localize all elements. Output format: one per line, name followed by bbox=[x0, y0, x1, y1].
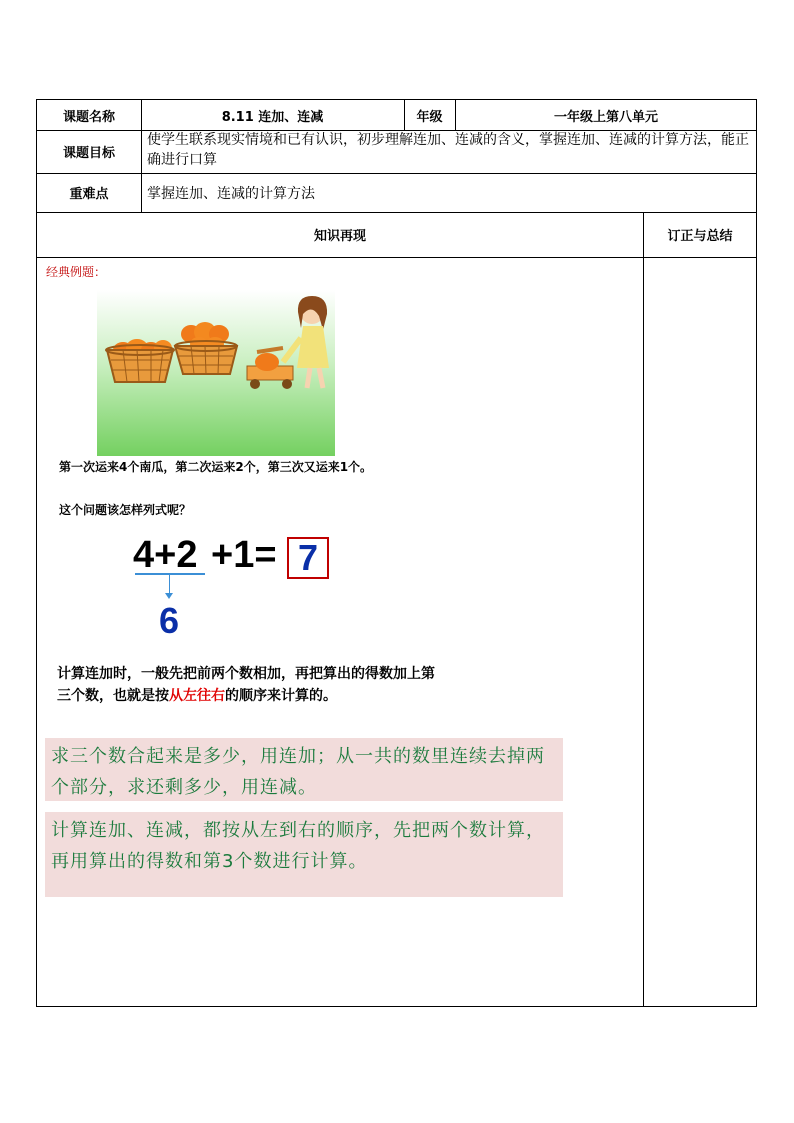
explanation-text bbox=[57, 663, 437, 707]
col-divider bbox=[643, 212, 644, 1007]
rule-box-2: 计算连加、连减，都按从左到右的顺序，先把两个数计算，再用算出的得数和第3个数进行计算。 bbox=[45, 812, 563, 897]
question-text: 这个问题该怎样列式呢？ bbox=[59, 503, 192, 517]
knowledge-header: 知识再现 bbox=[313, 229, 366, 244]
section-label: 经典例题： bbox=[46, 265, 107, 279]
correction-header: 订正与总结 bbox=[667, 229, 733, 244]
problem-text: 第一次运来4个南瓜，第二次运来2个，第三次又运来1个。 bbox=[59, 460, 373, 474]
row-divider bbox=[37, 257, 756, 258]
equation-right: +1= bbox=[211, 534, 277, 576]
pumpkin-baskets-svg bbox=[97, 290, 335, 456]
lesson-table bbox=[36, 99, 757, 1007]
rule-box-1: 求三个数合起来是多少，用连加；从一共的数里连续去掉两个部分，求还剩多少，用连减。 bbox=[45, 738, 563, 801]
answer-box: 7 bbox=[287, 537, 329, 579]
underline-mark bbox=[135, 573, 205, 575]
goal-label: 课题目标 bbox=[62, 146, 115, 161]
key-label: 重难点 bbox=[69, 187, 109, 202]
goal-value: 使学生联系现实情境和已有认识，初步理解连加、连减的含义，掌握连加、连减的计算方法，能正确进行口算 bbox=[147, 132, 749, 168]
explanation-part-1: 计算连加时，一般先把前两个数相加，再把算出的得数加上第三个数，也就是按 bbox=[57, 666, 435, 704]
pumpkin-illustration bbox=[97, 290, 335, 456]
topic-label: 课题名称 bbox=[62, 109, 115, 125]
topic-value: 8.11 连加、连减 bbox=[221, 109, 324, 125]
arrow-head-icon bbox=[165, 593, 173, 599]
partial-sum: 6 bbox=[159, 600, 180, 641]
grade-label: 年级 bbox=[416, 109, 443, 125]
grade-value: 一年级上第八单元 bbox=[553, 109, 658, 125]
explanation-part-2: 的顺序来计算的。 bbox=[225, 688, 337, 704]
explanation-highlight: 从左往右 bbox=[169, 688, 225, 704]
key-value: 掌握连加、连减的计算方法 bbox=[147, 185, 315, 202]
equation-left: 4+2 bbox=[133, 534, 198, 576]
